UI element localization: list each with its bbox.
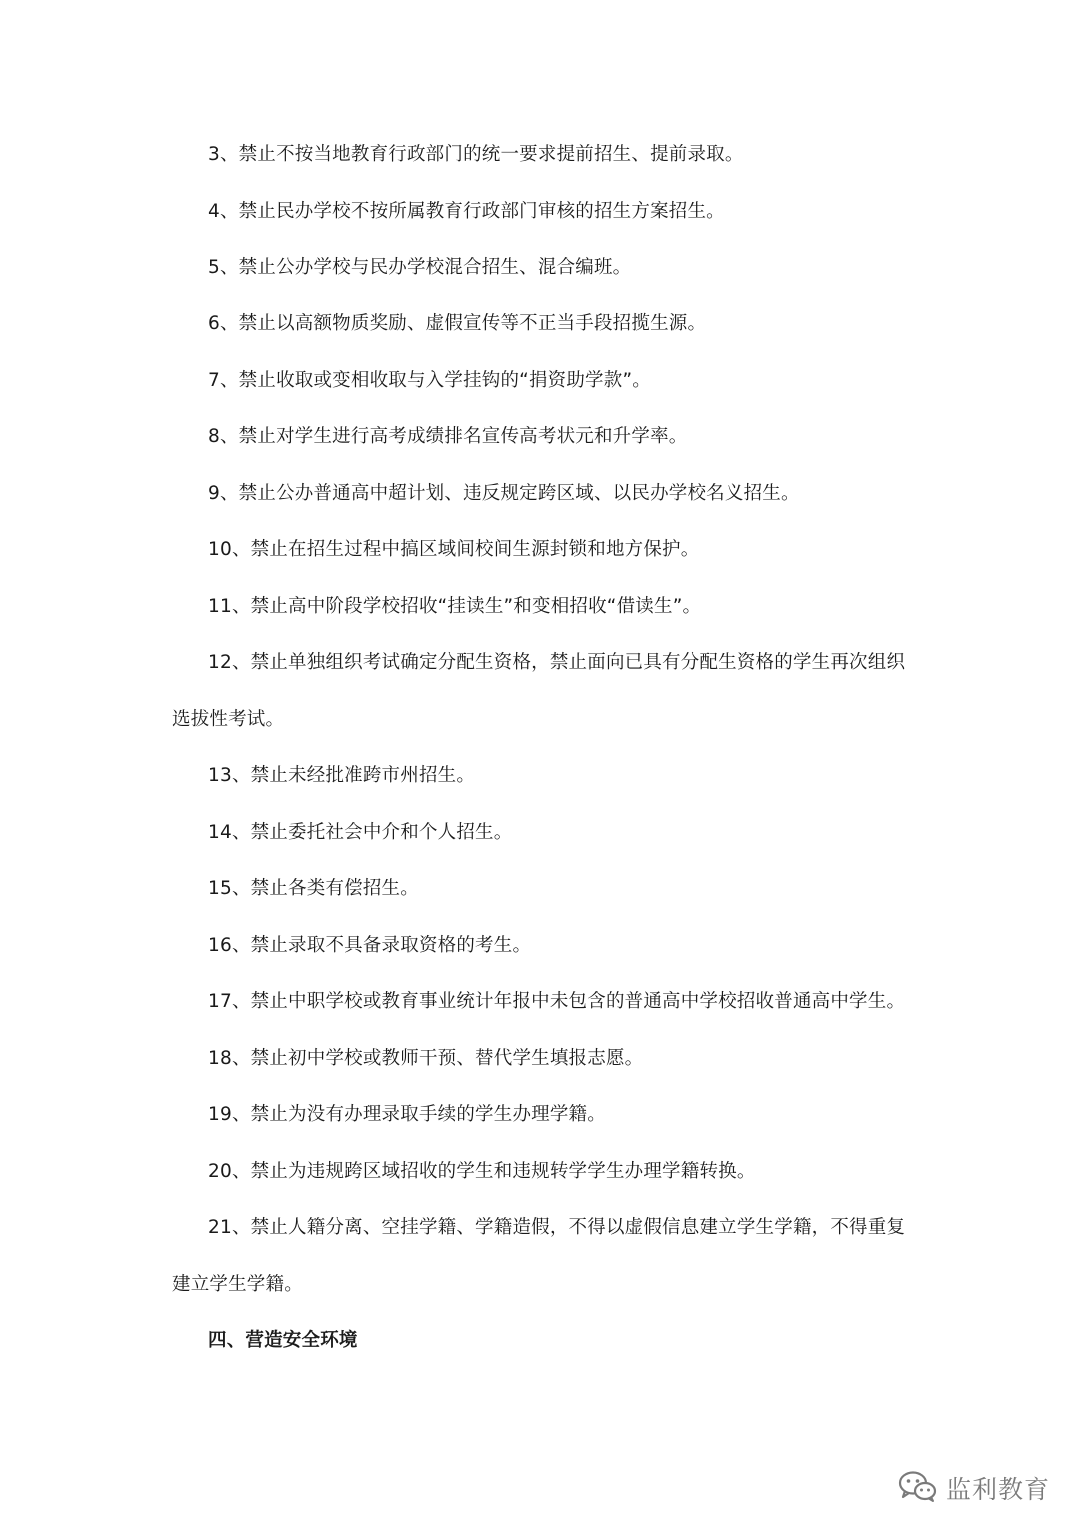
rule-16: 16、禁止录取不具备录取资格的考生。 — [208, 935, 532, 956]
wechat-icon — [898, 1469, 938, 1507]
rule-15: 15、禁止各类有偿招生。 — [208, 878, 419, 899]
rule-17: 17、禁止中职学校或教育事业统计年报中未包含的普通高中学校招收普通高中学生。 — [208, 991, 906, 1012]
rule-21: 21、禁止人籍分离、空挂学籍、学籍造假，不得以虚假信息建立学生学籍，不得重复 — [208, 1217, 906, 1238]
rule-14: 14、禁止委托社会中介和个人招生。 — [208, 822, 513, 843]
rule-20: 20、禁止为违规跨区域招收的学生和违规转学学生办理学籍转换。 — [208, 1161, 756, 1182]
rule-13: 13、禁止未经批准跨市州招生。 — [208, 765, 476, 786]
rule-7: 7、禁止收取或变相收取与入学挂钩的“捐资助学款”。 — [208, 370, 651, 391]
rule-12: 12、禁止单独组织考试确定分配生资格，禁止面向已具有分配生资格的学生再次组织 — [208, 652, 906, 673]
rule-9: 9、禁止公办普通高中超计划、违反规定跨区域、以民办学校名义招生。 — [208, 483, 800, 504]
section-heading: 四、营造安全环境 — [208, 1330, 358, 1351]
rule-12-continuation: 选拔性考试。 — [172, 709, 285, 730]
rule-5: 5、禁止公办学校与民办学校混合招生、混合编班。 — [208, 257, 632, 278]
rule-19: 19、禁止为没有办理录取手续的学生办理学籍。 — [208, 1104, 606, 1125]
watermark — [898, 1468, 1050, 1508]
rule-4: 4、禁止民办学校不按所属教育行政部门审核的招生方案招生。 — [208, 201, 725, 222]
rule-6: 6、禁止以高额物质奖励、虚假宣传等不正当手段招揽生源。 — [208, 313, 707, 334]
rule-11: 11、禁止高中阶段学校招收“挂读生”和变相招收“借读生”。 — [208, 596, 702, 617]
rule-10: 10、禁止在招生过程中搞区域间校间生源封锁和地方保护。 — [208, 539, 700, 560]
rule-3: 3、禁止不按当地教育行政部门的统一要求提前招生、提前录取。 — [208, 144, 744, 165]
rule-18: 18、禁止初中学校或教师干预、替代学生填报志愿。 — [208, 1048, 644, 1069]
rule-8: 8、禁止对学生进行高考成绩排名宣传高考状元和升学率。 — [208, 426, 688, 447]
rule-21-continuation: 建立学生学籍。 — [172, 1274, 303, 1295]
watermark-text: 监利教育 — [946, 1475, 1051, 1504]
